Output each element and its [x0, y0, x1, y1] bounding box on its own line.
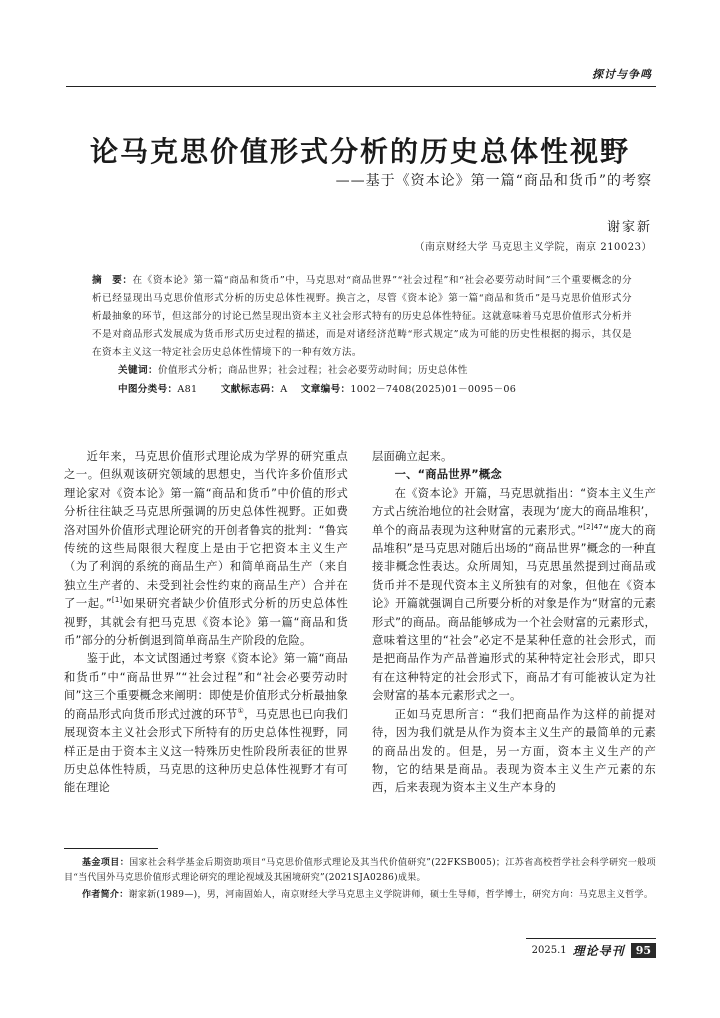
paragraph-text: 近年来，马克思价值形式理论成为学界的研究重点之一。但纵观该研究领域的思想史，当代许多价值形式理论家对《资本论》第一篇“商品和货币”中价值的形式分析往往缺乏马克思所强调的历史总体性视野。正如费洛对国外价值形式理论研究的开创者鲁宾的批判：“鲁宾传统的这些局限很大程度上是由于它把资本主义生产（为了利润的系统的商品生产）和简单商品生产（来自独立生产者的、未受到社会性约束的商品生产）合并在了一起。”	[64, 450, 348, 611]
article-number-label: 文章编号：	[300, 384, 351, 395]
author-affiliation: （南京财经大学 马克思主义学院，南京 210023）	[414, 242, 652, 253]
funding-label: 基金项目：	[82, 858, 130, 868]
body-paragraph: 层面确立起来。	[372, 450, 453, 463]
body-column-right	[372, 448, 656, 798]
journal-name: 理论导刊	[572, 944, 625, 958]
page-number: 95	[631, 943, 656, 958]
keywords-label: 关键词：	[118, 365, 158, 376]
paragraph-text: 在《资本论》开篇，马克思就指出：“资本主义生产方式占统治地位的社会财富，表现为‘庞大的商品堆积’，单个的商品表现为这种财富的元素形式。”	[372, 486, 656, 537]
body-column-left	[64, 448, 348, 798]
clc-label: 中图分类号：	[118, 384, 178, 395]
author-name: 谢家新	[606, 220, 652, 235]
footnote-ref[interactable]: ①	[237, 706, 244, 715]
keywords	[118, 362, 468, 376]
citation-ref[interactable]: [1]	[111, 596, 123, 605]
paragraph-text: ，马克思也已向我们展现资本主义社会形式下所特有的历史总体性视野，同样正是由于资本主义这一特殊历史性阶段所表征的世界历史总体性特质，马克思的这种历史总体性视野才有可能在理论	[64, 707, 348, 795]
abstract-text: 在《资本论》第一篇“商品和货币”中，马克思对“商品世界”“社会过程”和“社会必要劳动时间”三个重要概念的分析已经显现出马克思价值形式分析的历史总体性视野。换言之，尽管《资本论》第一篇“商品和货币”是马克思价值形式分析最抽象的环节，但这部分的讨论已然呈现出资本主义社会形式特有的历史总体性特征。这就意味着马克思价值形式分析并不是对商品形式发展成为货币形式历史过程的描述，而是对诸经济范畴“形式规定”成为可能的历史性根据的揭示，其仅是在资本主义这一特定社会历史总体性情境下的一种有效方法。	[92, 275, 632, 358]
author-bio-note	[64, 888, 656, 903]
author-bio-label: 作者简介：	[82, 890, 129, 900]
keywords-text: 价值形式分析；商品世界；社会过程；社会必要劳动时间；历史总体性	[157, 365, 468, 376]
doc-code-value: A	[280, 384, 288, 395]
body-paragraph: 正如马克思所言：“我们把商品作为这样的前提对待，因为我们就是从作为资本主义生产的最简单的元素的商品出发的。但是，另一方面，资本主义生产的产物，它的结果是商品。表现为资本主义生产元素的东西，后来表现为资本主义生产本身的	[372, 707, 656, 795]
issue-number: 2025.1	[531, 945, 567, 956]
article-number-value: 1002－7408(2025)01－0095－06	[350, 384, 517, 395]
paragraph-text: 如果研究者缺少价值形式分析的历史总体性视野，其就会有把马克思《资本论》第一篇“商品和货币”部分的分析倒退到简单商品生产阶段的危险。	[64, 597, 349, 648]
body-paragraph	[64, 650, 348, 797]
page-footer	[532, 942, 656, 959]
section-tag: 探讨与争鸣	[592, 68, 652, 81]
clc-value: A81	[177, 384, 198, 395]
paragraph-text: “庞大的商品堆积”是马克思对随后出场的“商品世界”概念的一种直接非概念性表达。众所周知，马克思虽然提到过商品或货币并不是现代资本主义所独有的对象，但他在《资本论》开篇就强调自己所要分析的对象是作为“财富的元素形式”的商品。商品能够成为一个社会财富的元素形式，意味着这里的“社会”必定不是某种任意的社会形式，而是把商品作为产品普遍形式的某种特定社会形式，即只有在这种特定的社会形式下，商品才有可能被认定为社会财富的基本元素形式之一。	[372, 523, 656, 703]
section-heading: 一、“商品世界”概念	[394, 468, 502, 482]
article-subtitle: ——基于《资本论》第一篇“商品和货币”的考察	[335, 173, 652, 189]
body-paragraph	[64, 448, 348, 650]
article-title: 论马克思价值形式分析的历史总体性视野	[89, 135, 630, 168]
abstract-label: 摘 要：	[92, 275, 133, 286]
doc-code-label: 文献标志码：	[220, 384, 281, 395]
body-paragraph	[372, 485, 656, 706]
abstract	[92, 272, 632, 362]
footer-rule	[526, 938, 656, 939]
citation-ref[interactable]: [2]47	[583, 522, 604, 531]
footnotes	[64, 856, 656, 905]
footnote-rule	[64, 848, 158, 849]
author-bio-text: 谢家新(1989—)，男，河南固始人，南京财经大学马克思主义学院讲师，硕士生导师，哲学博士，研究方向：马克思主义哲学。	[128, 890, 654, 900]
classification-line	[118, 381, 516, 395]
funding-note	[64, 856, 656, 886]
header-rule	[66, 86, 656, 87]
paragraph-text: 鉴于此，本文试图通过考察《资本论》第一篇“商品和货币”中“商品世界”“社会过程”和“社会必要劳动时间”这三个重要概念来阐明：即使是价值形式分析最抽象的商品形式向货币形式过渡的环节	[64, 652, 348, 721]
funding-text: 国家社会科学基金后期资助项目“马克思价值形式理论及其当代价值研究”(22FKSB005)；江苏省高校哲学社会科学研究一般项目“当代国外马克思价值形式理论研究的理论视域及其困境研究”(2021SJA0286)成果。	[64, 858, 656, 883]
